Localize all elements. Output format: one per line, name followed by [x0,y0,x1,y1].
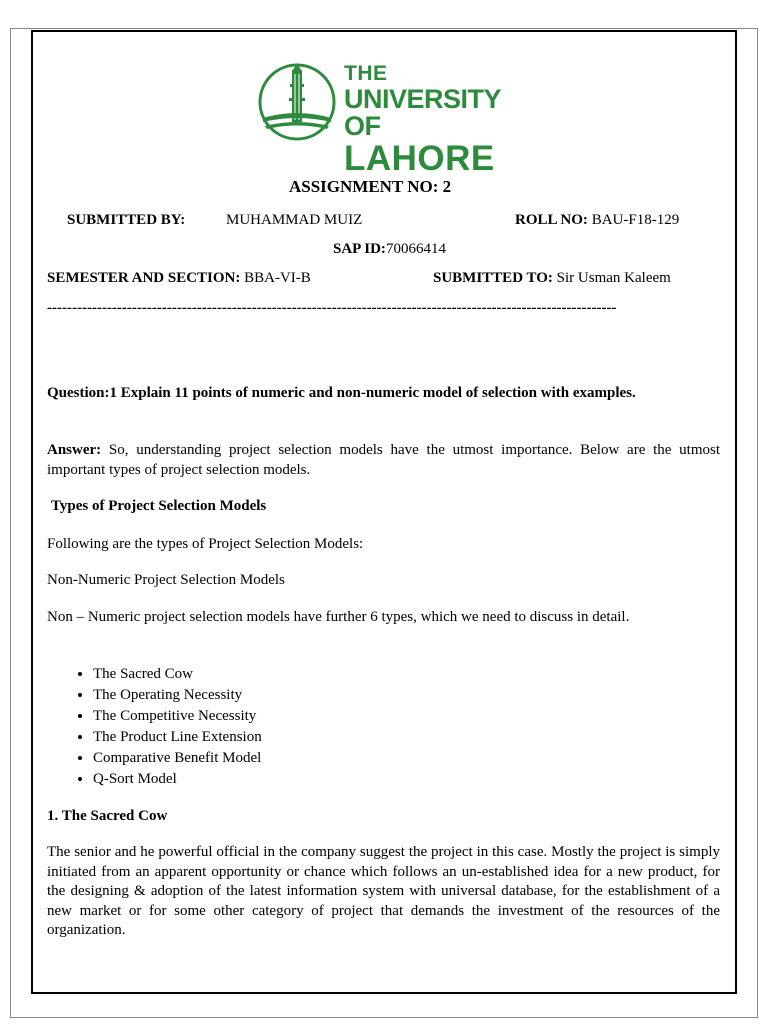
answer-label: Answer: [47,442,102,458]
answer-text: So, understanding project selection models have the utmost importance. Below are the utmost important types of project selection models. [47,442,720,478]
submitted-to-label: SUBMITTED TO: [433,270,553,286]
list-item: • Q-Sort Model [93,769,262,790]
sap-id-value: 70066414 [385,241,446,257]
semester-value: BBA-VI-B [244,270,311,286]
sap-id-label: SAP ID: [333,241,386,257]
submitted-to-value: Sir Usman Kaleem [556,270,671,286]
list-item: • The Product Line Extension [93,727,262,748]
submitted-by-value: MUHAMMAD MUIZ [226,212,363,228]
assignment-title: ASSIGNMENT NO: 2 [289,177,452,196]
semester-section [47,269,311,287]
sap-id [333,240,446,258]
following-text: Following are the types of Project Selection Models: [47,536,364,552]
section1-paragraph: The senior and he powerful official in the company suggest the project in this case. Mostly the project is simply initiated from an apparent opportunity or chance which follows an un-established idea for a new product, for the designing & adoption of the latest information system with universal database, for the establishment of a new market or for some other category of project that demands the investment of the resources of the organization. [47,844,720,938]
list-item: • The Competitive Necessity [93,706,262,727]
roll-no-label: ROLL NO: [515,212,588,228]
answer-paragraph [47,440,720,480]
logo-line-the: THE [344,62,388,85]
submitted-to [433,269,671,287]
header-divider: ------------------------------------------------------------------------------------------------------------------ [47,300,617,316]
section1-heading: 1. The Sacred Cow [47,808,168,824]
university-logo [255,60,515,178]
roll-no-value: BAU-F18-129 [591,212,680,228]
logo-wordmark [344,63,515,176]
minar-emblem-icon [255,60,339,142]
types-heading: Types of Project Selection Models [51,498,267,514]
semester-label: SEMESTER AND SECTION: [47,270,241,286]
list-item: • The Operating Necessity [93,685,262,706]
submitted-by-label: SUBMITTED BY: [67,212,186,228]
list-item: • The Sacred Cow [93,664,262,685]
non-numeric-intro: Non – Numeric project selection models have further 6 types, which we need to discuss in detail. [47,609,630,625]
non-numeric-heading: Non-Numeric Project Selection Models [47,572,285,588]
model-types-list [47,664,262,790]
roll-no [515,211,679,229]
list-item: • Comparative Benefit Model [93,748,262,769]
question-text: Question:1 Explain 11 points of numeric and non-numeric model of selection with examples. [47,385,636,401]
logo-line-university: UNIVERSITY OF [344,84,501,141]
logo-line-lahore: LAHORE [344,139,495,178]
